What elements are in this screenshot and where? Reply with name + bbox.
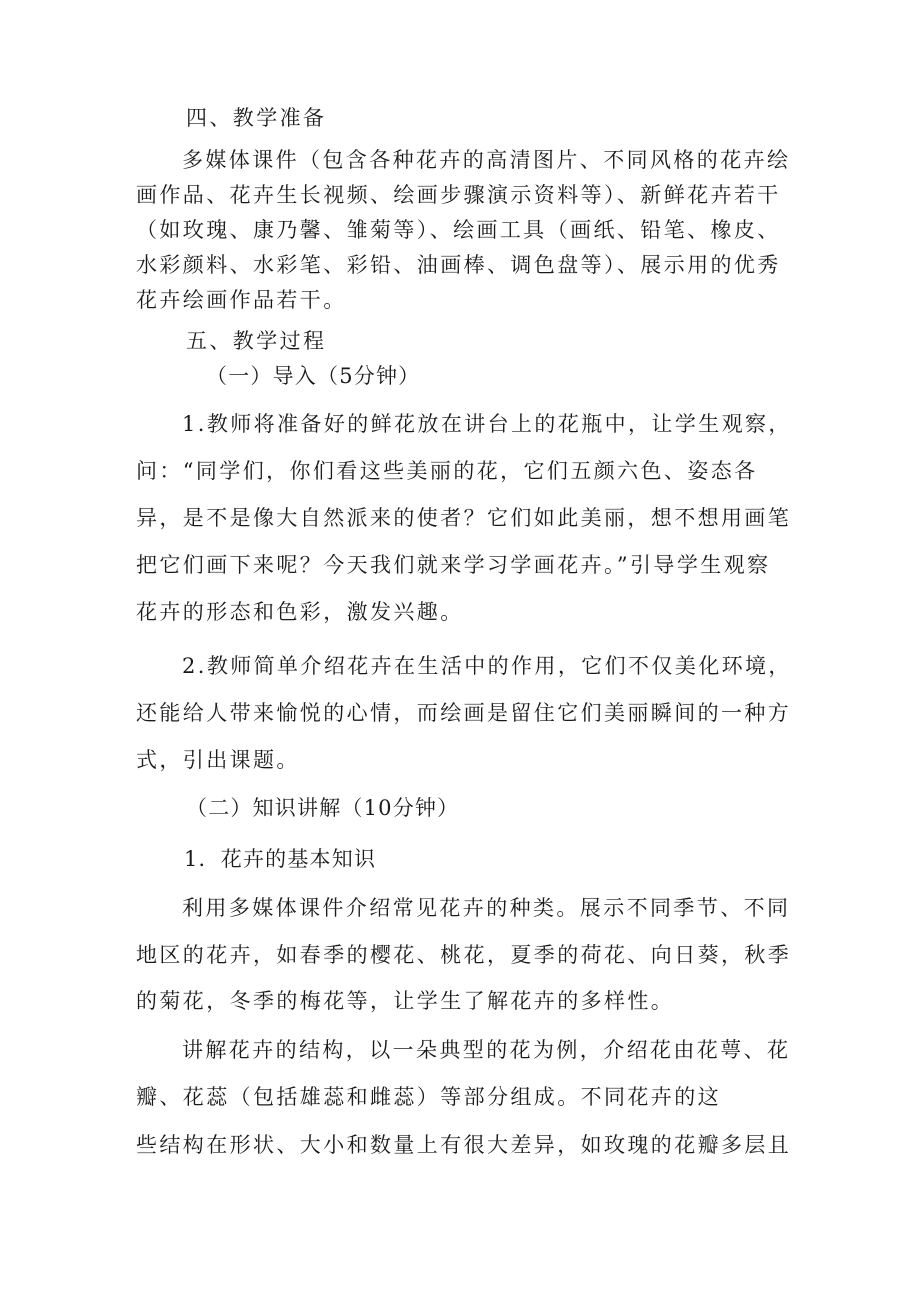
paragraph-line: 把它们画下来呢？今天我们就来学习学画花卉。”引导学生观察	[136, 553, 771, 577]
topic-heading: 1．花卉的基本知识	[184, 847, 377, 871]
paragraph-line: 花卉绘画作品若干。	[136, 288, 347, 312]
paragraph-line: 水彩颜料、水彩笔、彩铅、油画棒、调色盘等）、展示用的优秀	[136, 253, 781, 277]
paragraph-line: 花卉的形态和色彩，激发兴趣。	[136, 600, 464, 624]
paragraph-line: 1.教师将准备好的鲜花放在讲台上的花瓶中，让学生观察，	[182, 412, 792, 436]
section-heading-preparation: 四、教学准备	[186, 106, 327, 130]
paragraph-line: 2.教师简单介绍花卉在生活中的作用，它们不仅美化环境，	[182, 654, 792, 678]
paragraph-line: 讲解花卉的结构，以一朵典型的花为例，介绍花由花萼、花	[182, 1038, 791, 1062]
section-heading-process: 五、教学过程	[186, 329, 327, 353]
paragraph-line: 问：“同学们，你们看这些美丽的花，它们五颜六色、姿态各	[136, 459, 758, 483]
paragraph-line: 的菊花，冬季的梅花等，让学生了解花卉的多样性。	[136, 989, 675, 1013]
paragraph-line: 瓣、花蕊（包括雄蕊和雌蕊）等部分组成。不同花卉的这	[136, 1085, 721, 1109]
subsection-heading-intro: （一）导入（5分钟）	[206, 364, 421, 388]
paragraph-line: 利用多媒体课件介绍常见花卉的种类。展示不同季节、不同	[182, 896, 791, 920]
paragraph-line: 些结构在形状、大小和数量上有很大差异，如玫瑰的花瓣多层且	[136, 1133, 792, 1157]
subsection-heading-knowledge: （二）知识讲解（10分钟）	[186, 796, 460, 820]
paragraph-line: 异，是不是像大自然派来的使者？它们如此美丽，想不想用画笔	[136, 506, 792, 530]
paragraph-line: （如玫瑰、康乃馨、雏菊等）、绘画工具（画纸、铅笔、橡皮、	[136, 218, 781, 242]
paragraph-line: 画作品、花卉生长视频、绘画步骤演示资料等）、新鲜花卉若干	[136, 183, 781, 207]
paragraph-line: 多媒体课件（包含各种花卉的高清图片、不同风格的花卉绘	[182, 148, 791, 172]
paragraph-line: 式，引出课题。	[136, 748, 300, 772]
paragraph-line: 还能给人带来愉悦的心情，而绘画是留住它们美丽瞬间的一种方	[136, 701, 792, 725]
paragraph-line: 地区的花卉，如春季的樱花、桃花，夏季的荷花、向日葵，秋季	[136, 943, 792, 967]
